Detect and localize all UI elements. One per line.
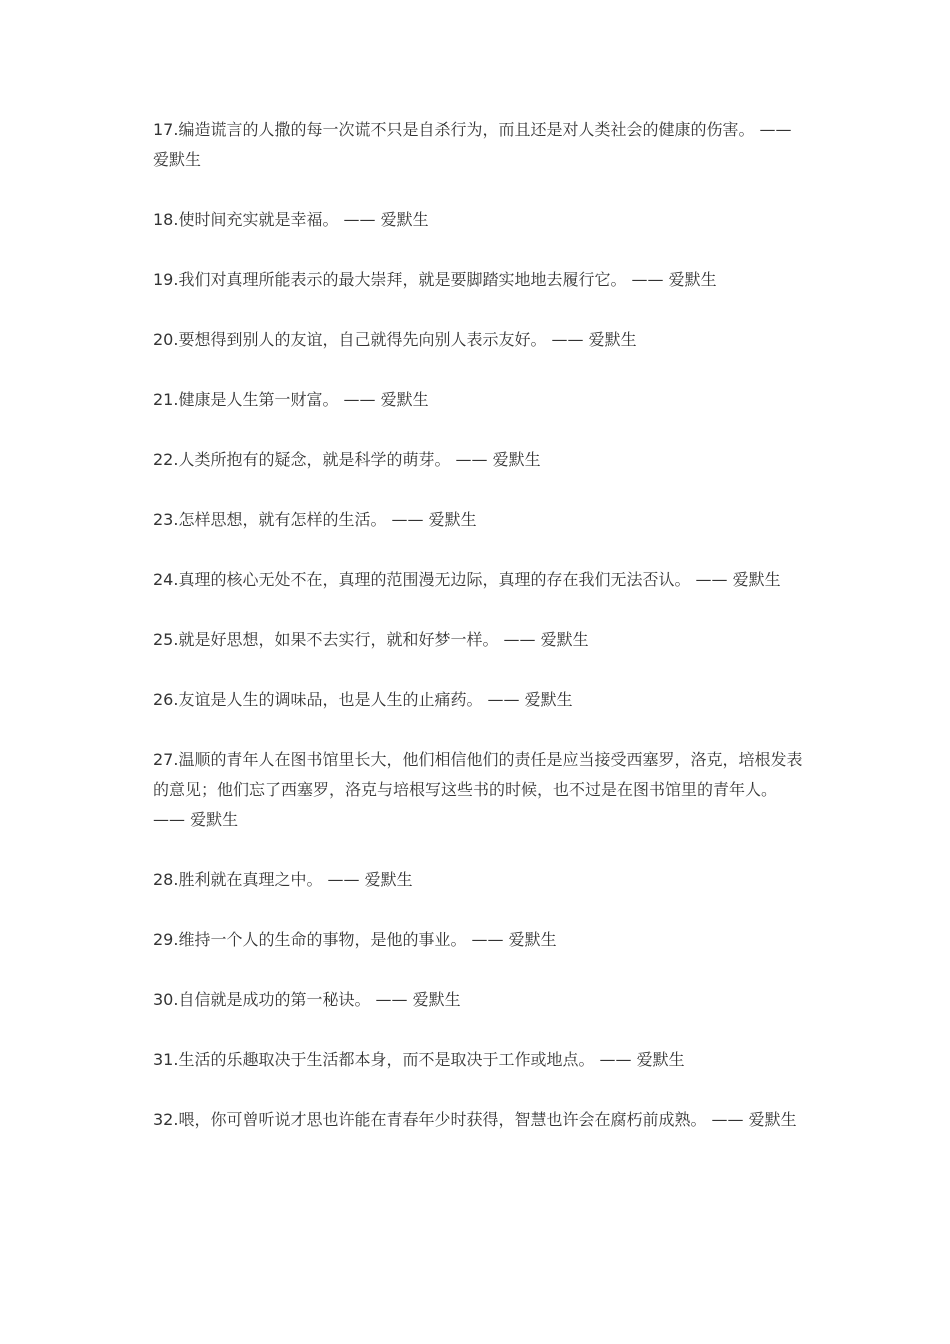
quote-27: 27.温顺的青年人在图书馆里长大，他们相信他们的责任是应当接受西塞罗，洛克，培根发表的意见；他们忘了西塞罗，洛克与培根写这些书的时候，也不过是在图书馆里的青年人。 —— 爱默生	[153, 750, 803, 829]
quote-17: 17.编造谎言的人撒的每一次谎不只是自杀行为，而且还是对人类社会的健康的伤害。 —— 爱默生	[153, 120, 792, 169]
quote-22: 22.人类所抱有的疑念，就是科学的萌芽。 —— 爱默生	[153, 450, 541, 469]
quote-28: 28.胜利就在真理之中。 —— 爱默生	[153, 870, 413, 889]
quote-26: 26.友谊是人生的调味品，也是人生的止痛药。 —— 爱默生	[153, 690, 573, 709]
quote-23: 23.怎样思想，就有怎样的生活。 —— 爱默生	[153, 510, 477, 529]
quote-25: 25.就是好思想，如果不去实行，就和好梦一样。 —— 爱默生	[153, 630, 589, 649]
quote-30: 30.自信就是成功的第一秘诀。 —— 爱默生	[153, 990, 461, 1009]
quote-29: 29.维持一个人的生命的事物，是他的事业。 —— 爱默生	[153, 930, 557, 949]
quote-20: 20.要想得到别人的友谊，自己就得先向别人表示友好。 —— 爱默生	[153, 330, 637, 349]
quote-21: 21.健康是人生第一财富。 —— 爱默生	[153, 390, 429, 409]
quote-24: 24.真理的核心无处不在，真理的范围漫无边际，真理的存在我们无法否认。 —— 爱默生	[153, 570, 781, 589]
quote-32: 32.喂，你可曾听说才思也许能在青春年少时获得，智慧也许会在腐朽前成熟。 —— 爱默生	[153, 1110, 797, 1129]
quote-19: 19.我们对真理所能表示的最大崇拜，就是要脚踏实地地去履行它。 —— 爱默生	[153, 270, 717, 289]
quote-18: 18.使时间充实就是幸福。 —— 爱默生	[153, 210, 429, 229]
quote-list	[153, 115, 803, 1165]
quote-31: 31.生活的乐趣取决于生活都本身，而不是取决于工作或地点。 —— 爱默生	[153, 1050, 685, 1069]
